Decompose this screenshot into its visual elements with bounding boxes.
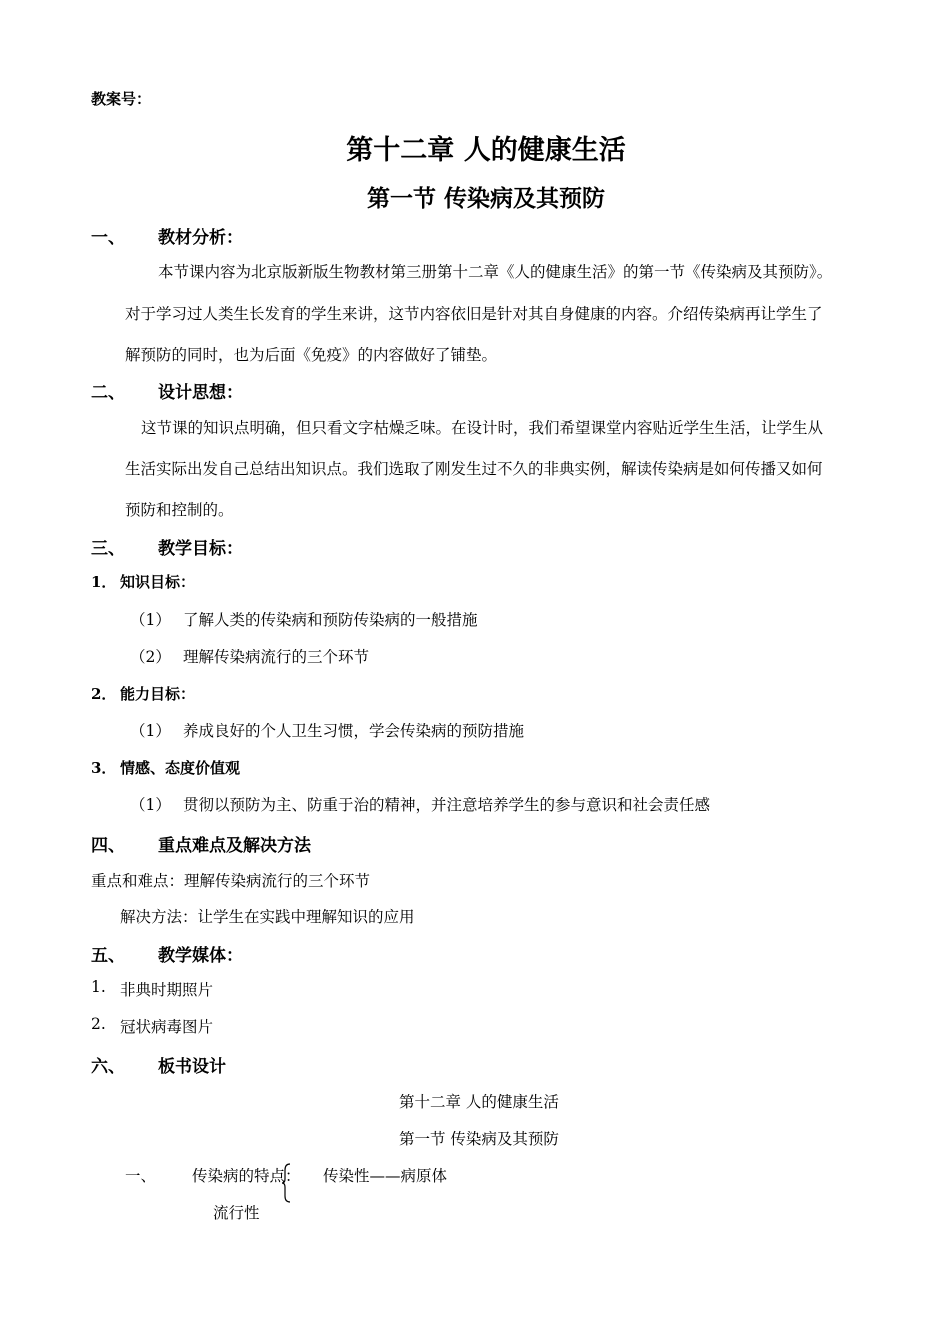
key-points-text: 重点和难点：理解传染病流行的三个环节 <box>91 872 371 890</box>
board-item-number: 一、 <box>125 1167 157 1185</box>
section-2-paragraph-line: 生活实际出发自己总结出知识点。我们选取了刚发生过不久的非典实例，解读传染病是如何传播又如何 <box>125 460 823 478</box>
board-feature-epidemic: 流行性 <box>213 1204 260 1222</box>
goal-2-number: 2． <box>91 685 117 703</box>
curly-brace-icon <box>281 1163 291 1203</box>
goal-item-number: （1） <box>130 796 171 814</box>
board-item-label: 传染病的特点： <box>192 1167 301 1185</box>
section-3-heading: 教学目标： <box>158 539 243 559</box>
section-5-heading: 教学媒体： <box>158 946 243 966</box>
section-1-paragraph-line: 本节课内容为北京版新版生物教材第三册第十二章《人的健康生活》的第一节《传染病及其预防》。 <box>158 263 833 281</box>
lesson-plan-number-label: 教案号： <box>91 90 152 108</box>
media-item-number: 2. <box>91 1015 106 1033</box>
goal-item-number: （1） <box>130 611 171 629</box>
solution-text: 解决方法：让学生在实践中理解知识的应用 <box>120 908 415 926</box>
page-subtitle: 第一节 传染病及其预防 <box>366 185 605 212</box>
section-1-paragraph-line: 对于学习过人类生长发育的学生来讲，这节内容依旧是针对其自身健康的内容。介绍传染病再让学生了 <box>125 305 823 323</box>
goal-1-number: 1． <box>91 573 117 591</box>
section-1-paragraph-line: 解预防的同时，也为后面《免疫》的内容做好了铺垫。 <box>125 346 498 364</box>
section-1-number: 一、 <box>91 228 125 248</box>
goal-1-heading: 知识目标： <box>120 573 196 591</box>
board-chapter-title: 第十二章 人的健康生活 <box>399 1093 559 1111</box>
section-6-heading: 板书设计 <box>158 1057 226 1077</box>
board-section-title: 第一节 传染病及其预防 <box>399 1130 559 1148</box>
section-4-heading: 重点难点及解决方法 <box>158 836 311 856</box>
media-item-number: 1. <box>91 978 106 996</box>
section-2-paragraph-line: 这节课的知识点明确，但只看文字枯燥乏味。在设计时，我们希望课堂内容贴近学生生活，让学生从 <box>141 419 824 437</box>
board-feature-infectivity: 传染性——病原体 <box>323 1167 448 1185</box>
section-6-number: 六、 <box>91 1057 125 1077</box>
goal-item-text: 养成良好的个人卫生习惯，学会传染病的预防措施 <box>183 722 525 740</box>
section-2-heading: 设计思想： <box>158 383 243 403</box>
goal-3-heading: 情感、态度价值观 <box>120 759 241 777</box>
goal-item-text: 贯彻以预防为主、防重于治的精神，并注意培养学生的参与意识和社会责任感 <box>183 796 711 814</box>
media-item-text: 冠状病毒图片 <box>120 1018 214 1036</box>
goal-item-text: 了解人类的传染病和预防传染病的一般措施 <box>183 611 478 629</box>
goal-item-number: （2） <box>130 648 171 666</box>
page-title: 第十二章 人的健康生活 <box>346 135 626 166</box>
section-3-number: 三、 <box>91 539 125 559</box>
goal-2-heading: 能力目标： <box>120 685 196 703</box>
goal-3-number: 3． <box>91 759 117 777</box>
goal-item-text: 理解传染病流行的三个环节 <box>183 648 370 666</box>
section-5-number: 五、 <box>91 946 125 966</box>
section-4-number: 四、 <box>91 836 125 856</box>
media-item-text: 非典时期照片 <box>120 981 214 999</box>
goal-item-number: （1） <box>130 722 171 740</box>
section-2-number: 二、 <box>91 383 125 403</box>
section-2-paragraph-line: 预防和控制的。 <box>125 501 234 519</box>
section-1-heading: 教材分析： <box>158 228 243 248</box>
